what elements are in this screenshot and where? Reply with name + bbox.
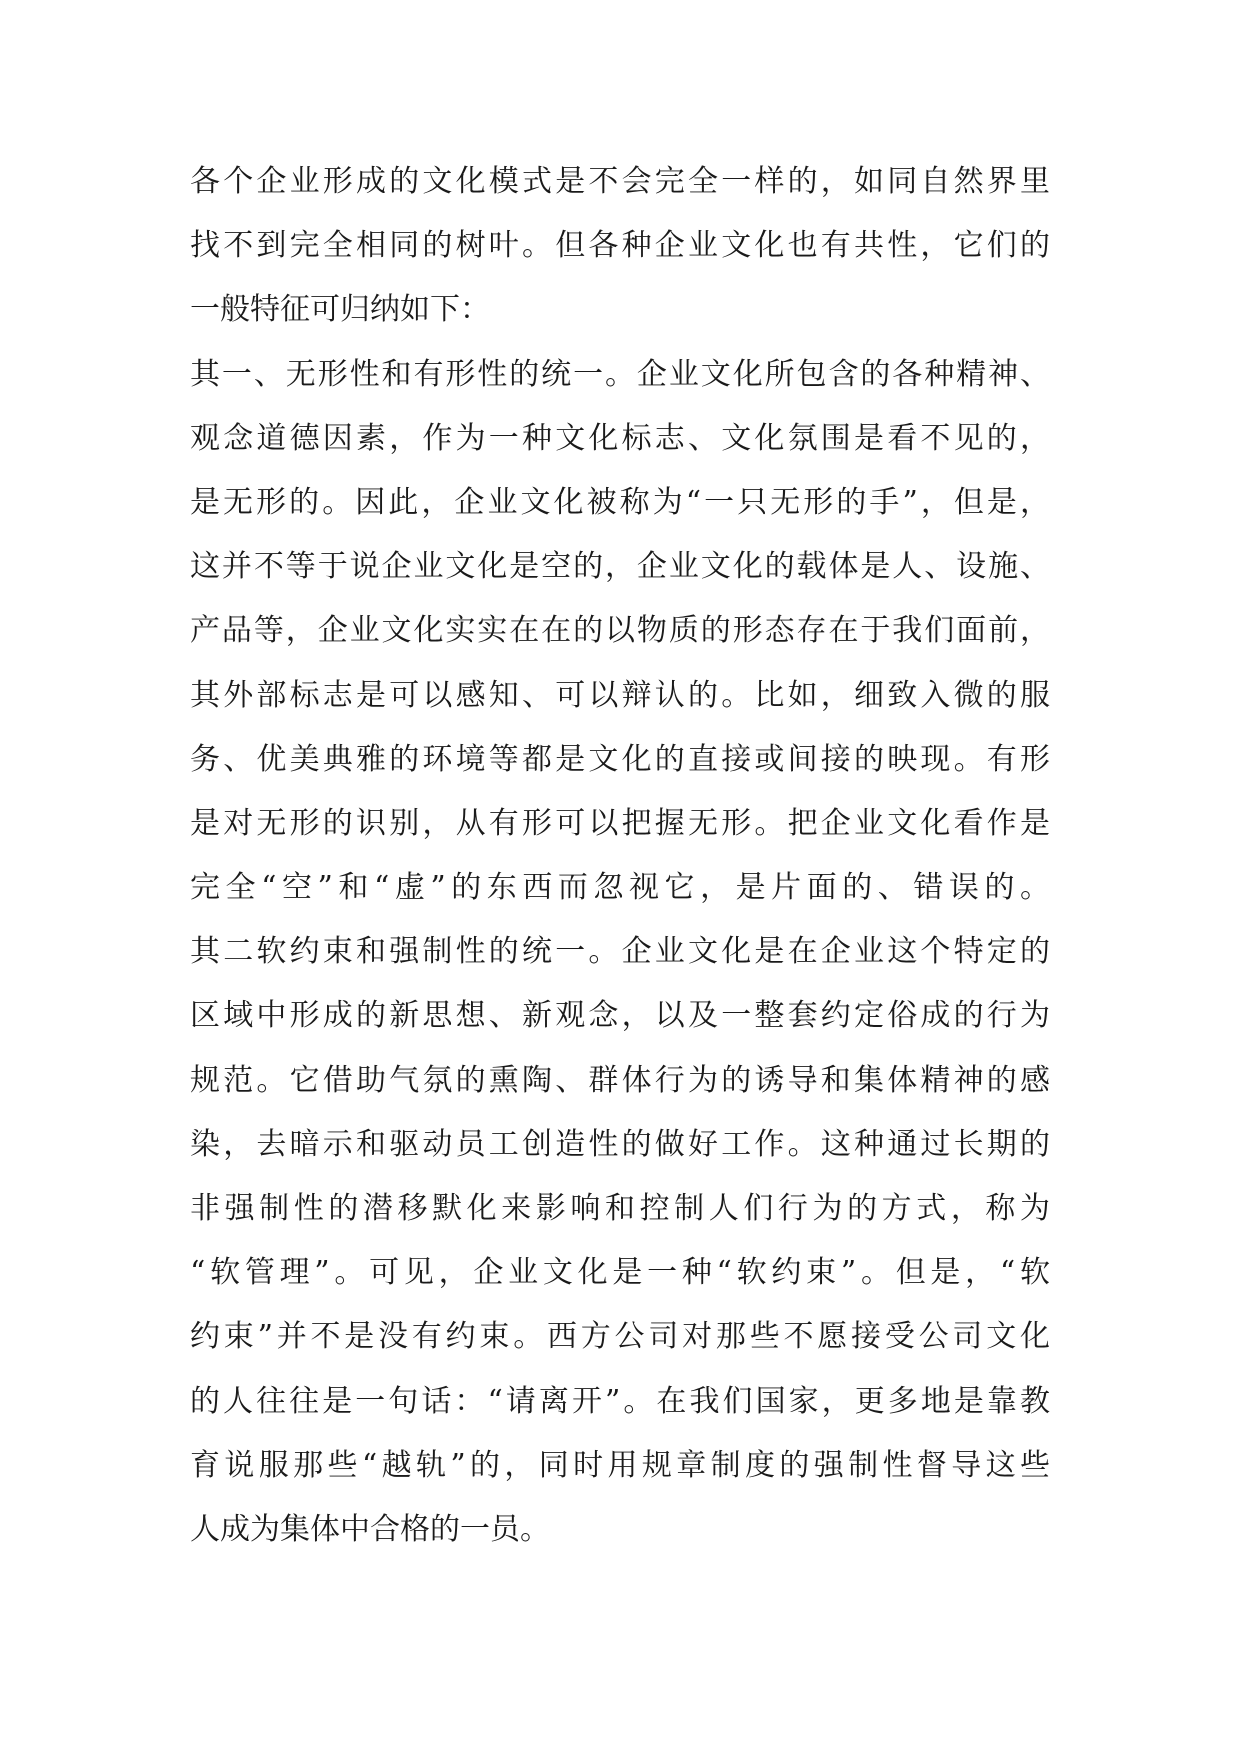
text-line: 区域中形成的新思想、新观念，以及一整套约定俗成的行为	[190, 998, 1050, 1034]
text-line: 产品等，企业文化实实在在的以物质的形态存在于我们面前，	[190, 613, 1050, 649]
text-line: 务、优美典雅的环境等都是文化的直接或间接的映现。有形	[190, 741, 1050, 777]
text-line: 非强制性的潜移默化来影响和控制人们行为的方式，称为	[190, 1191, 1050, 1226]
text-line: 染，去暗示和驱动员工创造性的做好工作。这种通过长期的	[190, 1126, 1050, 1162]
body-text	[190, 150, 1050, 1562]
text-line: 各个企业形成的文化模式是不会完全一样的，如同自然界里	[190, 164, 1050, 199]
text-line: 人成为集体中合格的一员。	[190, 1511, 550, 1547]
text-line: 约束”并不是没有约束。西方公司对那些不愿接受公司文化	[190, 1319, 1050, 1355]
text-line: 的人往往是一句话：“请离开”。在我们国家，更多地是靠教	[190, 1383, 1050, 1419]
text-line: 找不到完全相同的树叶。但各种企业文化也有共性，它们的	[190, 228, 1050, 264]
text-line: 是对无形的识别，从有形可以把握无形。把企业文化看作是	[190, 805, 1050, 841]
text-line: 其外部标志是可以感知、可以辩认的。比如，细致入微的服	[190, 677, 1050, 713]
text-line: 规范。它借助气氛的熏陶、群体行为的诱导和集体精神的感	[190, 1062, 1050, 1098]
text-line: “软管理”。可见，企业文化是一种“软约束”。但是，“软	[190, 1255, 1050, 1291]
text-line: 育说服那些“越轨”的，同时用规章制度的强制性督导这些	[190, 1447, 1050, 1483]
text-line: 是无形的。因此，企业文化被称为“一只无形的手”，但是，	[190, 484, 1050, 520]
text-line: 完全“空”和“虚”的东西而忽视它，是片面的、错误的。	[190, 870, 1050, 906]
text-line: 一般特征可归纳如下：	[190, 292, 490, 328]
text-line: 这并不等于说企业文化是空的，企业文化的载体是人、设施、	[190, 549, 1050, 585]
text-line: 观念道德因素，作为一种文化标志、文化氛围是看不见的，	[190, 420, 1050, 456]
text-line: 其二软约束和强制性的统一。企业文化是在企业这个特定的	[190, 934, 1050, 970]
text-line: 其一、无形性和有形性的统一。企业文化所包含的各种精神、	[190, 356, 1050, 392]
